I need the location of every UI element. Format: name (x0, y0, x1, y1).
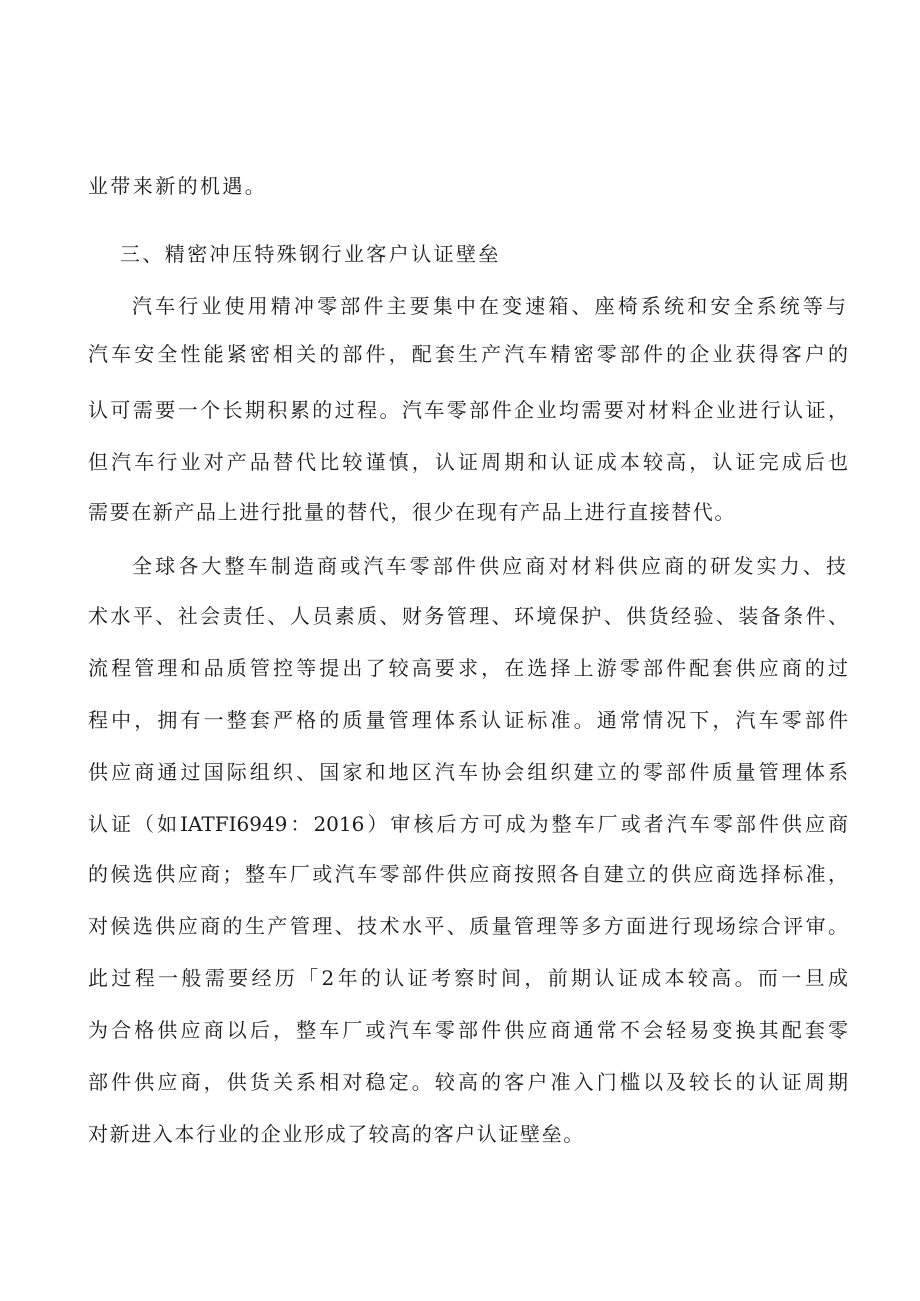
paragraph-line: 认证（如IATFI6949：2016）审核后方可成为整车厂或者汽车零部件供应商 (88, 812, 848, 836)
paragraph-line: 程中，拥有一整套严格的质量管理体系认证标准。通常情况下，汽车零部件 (88, 708, 848, 732)
paragraph-line: 认可需要一个长期积累的过程。汽车零部件企业均需要对材料企业进行认证， (88, 398, 848, 422)
paragraph-line: 供应商通过国际组织、国家和地区汽车协会组织建立的零部件质量管理体系 (88, 760, 848, 784)
paragraph-line: 部件供应商，供货关系相对稳定。较高的客户准入门槛以及较长的认证周期 (88, 1070, 848, 1094)
paragraph-line: 的候选供应商；整车厂或汽车零部件供应商按照各自建立的供应商选择标准， (88, 862, 848, 886)
paragraph-line: 对新进入本行业的企业形成了较高的客户认证壁垒。 (88, 1122, 585, 1146)
paragraph-line: 汽车安全性能紧密相关的部件，配套生产汽车精密零部件的企业获得客户的 (88, 342, 848, 366)
paragraph-line: 汽车行业使用精冲零部件主要集中在变速箱、座椅系统和安全系统等与 (132, 294, 846, 318)
paragraph-line: 对候选供应商的生产管理、技术水平、质量管理等多方面进行现场综合评审。 (88, 914, 848, 938)
section-heading: 三、精密冲压特殊钢行业客户认证壁垒 (120, 242, 501, 266)
paragraph-line: 为合格供应商以后，整车厂或汽车零部件供应商通常不会轻易变换其配套零 (88, 1018, 848, 1042)
paragraph-line: 流程管理和品质管控等提出了较高要求，在选择上游零部件配套供应商的过 (88, 656, 848, 680)
paragraph-line: 全球各大整车制造商或汽车零部件供应商对材料供应商的研发实力、技 (132, 554, 846, 578)
paragraph-line: 术水平、社会责任、人员素质、财务管理、环境保护、供货经验、装备条件、 (88, 604, 848, 628)
paragraph-line: 但汽车行业对产品替代比较谨慎，认证周期和认证成本较高，认证完成后也 (88, 450, 848, 474)
continuation-text: 业带来新的机遇。 (88, 174, 268, 198)
paragraph-line: 需要在新产品上进行批量的替代，很少在现有产品上进行直接替代。 (88, 500, 736, 524)
paragraph-line: 此过程一般需要经历「2年的认证考察时间，前期认证成本较高。而一旦成 (88, 966, 848, 990)
